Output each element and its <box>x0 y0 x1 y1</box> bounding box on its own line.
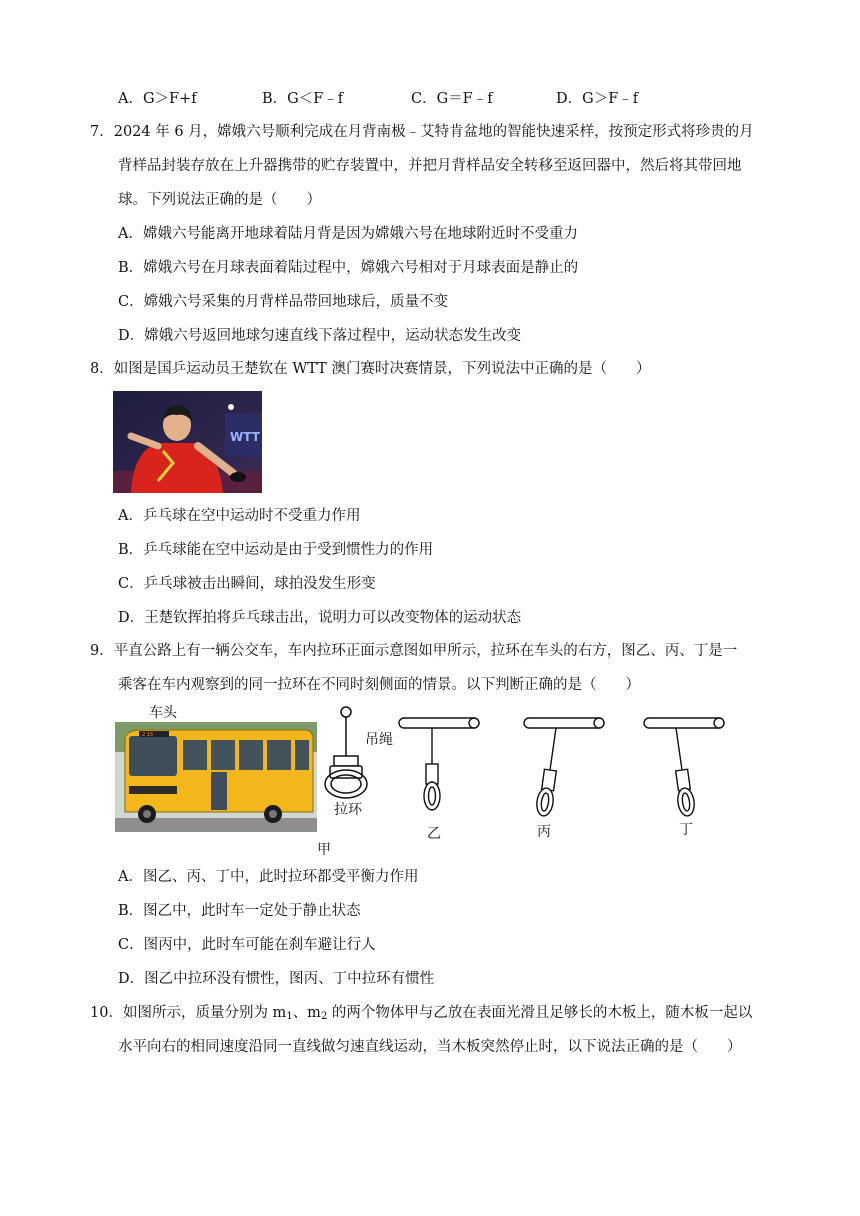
q10-sub-1: 1 <box>286 1011 293 1022</box>
q9-option-b: B．图乙中，此时车一定处于静止状态 <box>118 903 361 919</box>
ding-label: 丁 <box>679 822 693 838</box>
q6-option-d: D．G＞F﹣f <box>556 91 639 107</box>
q10-text-a: 10．如图所示，质量分别为 m <box>90 1005 287 1021</box>
ring-side-ding <box>644 718 724 817</box>
q9-figure <box>113 700 743 862</box>
ring-side-bing <box>524 718 604 817</box>
ring-front-view <box>325 707 367 798</box>
bing-label: 丙 <box>537 824 551 840</box>
q7-stem-line-3: 球。下列说法正确的是（ ） <box>118 192 321 208</box>
q7-option-c: C．嫦娥六号采集的月背样品带回地球后，质量不变 <box>118 294 449 310</box>
yi-label: 乙 <box>427 826 441 842</box>
q6-option-b: B．G＜F﹣f <box>262 91 344 107</box>
q10-stem-line-1 <box>90 1003 752 1027</box>
q7-option-d: D．嫦娥六号返回地球匀速直线下落过程中，运动状态发生改变 <box>118 328 522 344</box>
q9-stem-line-2: 乘客在车内观察到的同一拉环在不同时刻侧面的情景。以下判断正确的是（ ） <box>118 677 640 693</box>
bus-sign: 2 15 <box>142 732 154 738</box>
q7-stem-line-2: 背样品封装存放在上升器携带的贮存装置中，并把月背样品安全转移至返回器中，然后将其带回地 <box>118 158 742 174</box>
q7-option-a: A．嫦娥六号能离开地球着陆月背是因为嫦娥六号在地球附近时不受重力 <box>118 226 578 242</box>
ring-label: 拉环 <box>334 802 362 818</box>
ring-side-yi <box>399 718 479 810</box>
q9-option-d: D．图乙中拉环没有惯性，图丙、丁中拉环有惯性 <box>118 971 435 987</box>
q6-option-a: A．G＞F+f <box>118 91 197 107</box>
photo-wtt-text: WTT <box>230 430 260 444</box>
q7-option-b: B．嫦娥六号在月球表面着陆过程中，嫦娥六号相对于月球表面是静止的 <box>118 260 579 276</box>
jia-label: 甲 <box>317 842 331 858</box>
q8-option-b: B．乒乓球能在空中运动是由于受到惯性力的作用 <box>118 542 434 558</box>
q10-stem-line-2: 水平向右的相同速度沿同一直线做匀速直线运动，当木板突然停止时，以下说法正确的是（ ） <box>118 1039 742 1055</box>
q6-option-c: C．G＝F﹣f <box>411 91 493 107</box>
q8-stem: 8．如图是国乒运动员王楚钦在 WTT 澳门赛时决赛情景，下列说法中正确的是（ ） <box>90 361 651 377</box>
q8-option-c: C．乒乓球被击出瞬间，球拍没发生形变 <box>118 576 376 592</box>
q9-option-c: C．图丙中，此时车可能在刹车避让行人 <box>118 937 376 953</box>
bus-head-label: 车头 <box>149 705 177 721</box>
q7-stem-line-1: 7．2024 年 6 月，嫦娥六号顺利完成在月背南极﹣艾特肯盆地的智能快速采样，按预定形式将珍贵的月 <box>90 124 754 140</box>
bus-photo <box>115 722 317 832</box>
q8-option-d: D．王楚钦挥拍将乒乓球击出，说明力可以改变物体的运动状态 <box>118 610 522 626</box>
q8-option-a: A．乒乓球在空中运动时不受重力作用 <box>118 508 361 524</box>
rope-label: 吊绳 <box>365 732 393 748</box>
table-tennis-photo <box>113 391 262 493</box>
q10-text-b: 、m <box>292 1005 321 1021</box>
q10-text-c: 的两个物体甲与乙放在表面光滑且足够长的木板上，随木板一起以 <box>327 1005 753 1021</box>
q10-sub-2: 2 <box>320 1011 328 1022</box>
q9-option-a: A．图乙、丙、丁中，此时拉环都受平衡力作用 <box>118 869 419 885</box>
q9-stem-line-1: 9．平直公路上有一辆公交车，车内拉环正面示意图如甲所示，拉环在车头的右方，图乙、丙、丁是一 <box>90 643 738 659</box>
